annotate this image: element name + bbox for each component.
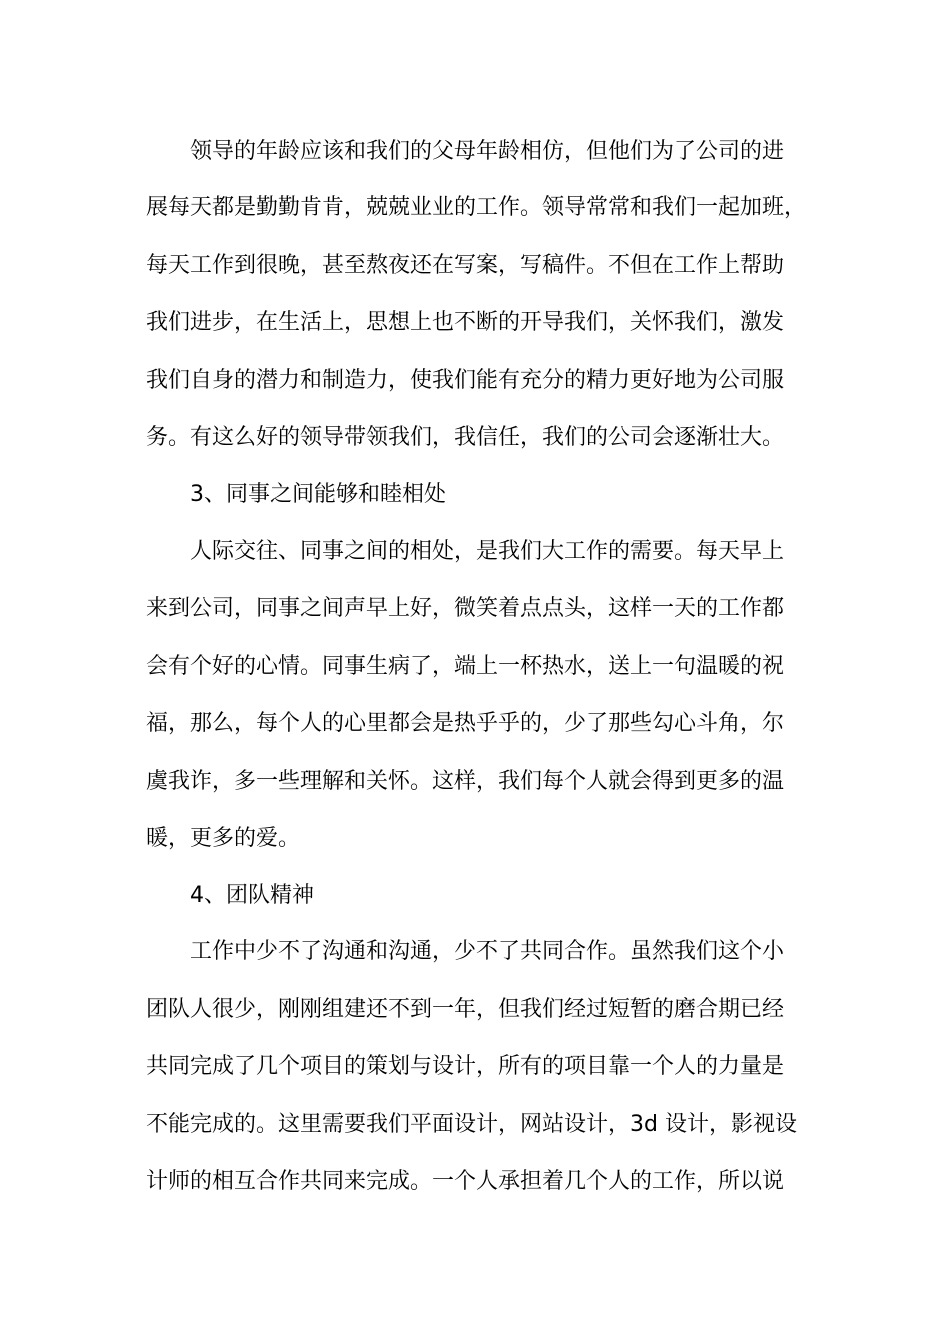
paragraph-line: 共同完成了几个项目的策划与设计，所有的项目靠一个人的力量是 [146,1054,785,1079]
paragraph-line: 来到公司，同事之间声早上好，微笑着点点头，这样一天的工作都 [146,596,785,621]
paragraph-line: 我们自身的潜力和制造力，使我们能有充分的精力更好地为公司服 [146,368,785,393]
paragraph-line: 展每天都是勤勤肯肯，兢兢业业的工作。领导常常和我们一起加班， [146,195,807,220]
section-heading: 3、同事之间能够和睦相处 [190,482,446,507]
section-heading: 4、团队精神 [190,883,314,908]
paragraph-line: 暖，更多的爱。 [146,826,301,851]
paragraph-line: 人际交往、同事之间的相处，是我们大工作的需要。每天早上 [190,539,785,564]
paragraph-line: 不能完成的。这里需要我们平面设计，网站设计，3d 设计，影视设 [146,1112,797,1137]
paragraph-line: 虞我诈，多一些理解和关怀。这样，我们每个人就会得到更多的温 [146,769,785,794]
paragraph-line: 领导的年龄应该和我们的父母年龄相仿，但他们为了公司的进 [190,139,785,164]
paragraph-line: 务。有这么好的领导带领我们，我信任，我们的公司会逐渐壮大。 [146,425,785,450]
paragraph-line: 团队人很少，刚刚组建还不到一年，但我们经过短暂的磨合期已经 [146,997,785,1022]
paragraph-line: 每天工作到很晚，甚至熬夜还在写案，写稿件。不但在工作上帮助 [146,253,785,278]
paragraph-line: 工作中少不了沟通和沟通，少不了共同合作。虽然我们这个小 [190,939,785,964]
paragraph-line: 福，那么，每个人的心里都会是热乎乎的，少了那些勾心斗角，尔 [146,711,785,736]
paragraph-line: 我们进步，在生活上，思想上也不断的开导我们，关怀我们，激发 [146,310,785,335]
paragraph-line: 会有个好的心情。同事生病了，端上一杯热水，送上一句温暖的祝 [146,654,785,679]
paragraph-line: 计师的相互合作共同来完成。一个人承担着几个人的工作，所以说 [146,1169,785,1194]
